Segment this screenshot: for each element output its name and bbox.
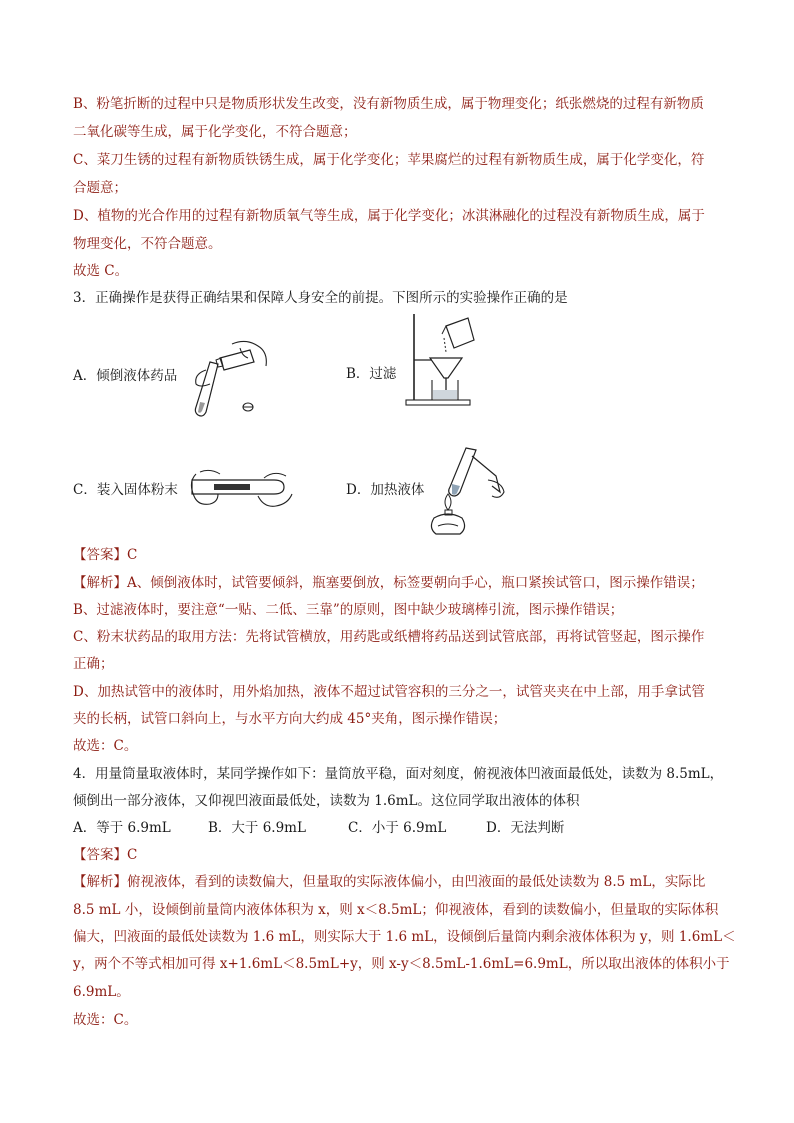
analysis-line: C、菜刀生锈的过程有新物质铁锈生成，属于化学变化；苹果腐烂的过程有新物质生成，属于化学变化，符 [73,152,705,168]
powder-loading-figure [188,460,296,512]
analysis-line: C、粉末状药品的取用方法：先将试管横放，用药匙或纸槽将药品送到试管底部，再将试管竖起，图示操作 [73,629,705,645]
analysis-line: 正确； [73,656,114,672]
option-c-label: C．装入固体粉末 [73,482,178,498]
analysis-line [73,574,704,592]
option-d: D．无法判断 [486,820,565,836]
answer-line [73,846,137,864]
analysis-line: 6.9mL。 [73,984,130,1000]
conclusion: 故选：C。 [73,1012,138,1028]
answer-value: C [127,547,138,563]
analysis-line: 8.5 mL 小，设倾倒前量筒内液体体积为 x，则 x＜8.5mL；仰视液体，看到的读数偏小，但量取的实际体积 [73,902,719,918]
analysis-line: y，两个不等式相加可得 x+1.6mL＜8.5mL+y，则 x-y＜8.5mL-1.6mL=6.9mL，所以取出液体的体积小于 [73,956,730,972]
analysis-text: 俯视液体，看到的读数偏大，但量取的实际液体偏小，由凹液面的最低处读数为 8.5 mL，实际比 [127,874,706,890]
analysis-line: 合题意； [73,180,127,196]
option-a-label: A．倾倒液体药品 [73,368,178,384]
answer-tag: 【答案】 [73,847,127,863]
analysis-tag: 【解析】 [73,874,127,890]
option-b-label: B．过滤 [346,366,397,382]
filtration-figure [400,312,480,408]
analysis-line: B、粉笔折断的过程中只是物质形状发生改变，没有新物质生成，属于物理变化；纸张燃烧的过程有新物质 [73,96,704,112]
answer-value: C [127,847,138,863]
analysis-line [73,873,705,891]
question-stem: 倾倒出一部分液体，又仰视凹液面最低处，读数为 1.6mL。这位同学取出液体的体积 [73,793,580,809]
conclusion: 故选：C。 [73,738,138,754]
option-c: C．小于 6.9mL [348,820,447,836]
option-b: B．大于 6.9mL [208,820,306,836]
answer-tag: 【答案】 [73,547,127,563]
question-stem: 3．正确操作是获得正确结果和保障人身安全的前提。下图所示的实验操作正确的是 [73,290,568,306]
option-d-label: D．加热液体 [346,482,425,498]
analysis-tag: 【解析】 [73,575,127,591]
analysis-text: A、倾倒液体时，试管要倾斜，瓶塞要倒放，标签要朝向手心，瓶口紧挨试管口，图示操作错误； [127,575,704,591]
analysis-line: 物理变化，不符合题意。 [73,236,222,252]
heating-liquid-figure [414,446,514,538]
option-a: A．等于 6.9mL [73,820,171,836]
conclusion: 故选 C。 [73,263,129,279]
analysis-line: D、加热试管中的液体时，用外焰加热，液体不超过试管容积的三分之一，试管夹夹在中上部，用手拿试管 [73,684,705,700]
answer-line [73,546,137,564]
analysis-line: 夹的长柄，试管口斜向上，与水平方向大约成 45°夹角，图示操作错误； [73,711,507,727]
analysis-line: B、过滤液体时，要注意“一贴、二低、三靠”的原则，图中缺少玻璃棒引流，图示操作错误； [73,602,624,618]
pour-liquid-figure [188,340,278,420]
analysis-line: 偏大，凹液面的最低处读数为 1.6 mL，则实际大于 1.6 mL，设倾倒后量筒内剩余液体体积为 y，则 1.6mL＜ [73,929,736,945]
question-stem: 4．用量筒量取液体时，某同学操作如下：量筒放平稳，面对刻度，俯视液体凹液面最低处，读数为 8.5mL， [73,766,724,782]
analysis-line: 二氧化碳等生成，属于化学变化，不符合题意； [73,124,357,140]
analysis-line: D、植物的光合作用的过程有新物质氧气等生成，属于化学变化；冰淇淋融化的过程没有新物质生成，属于 [73,208,705,224]
